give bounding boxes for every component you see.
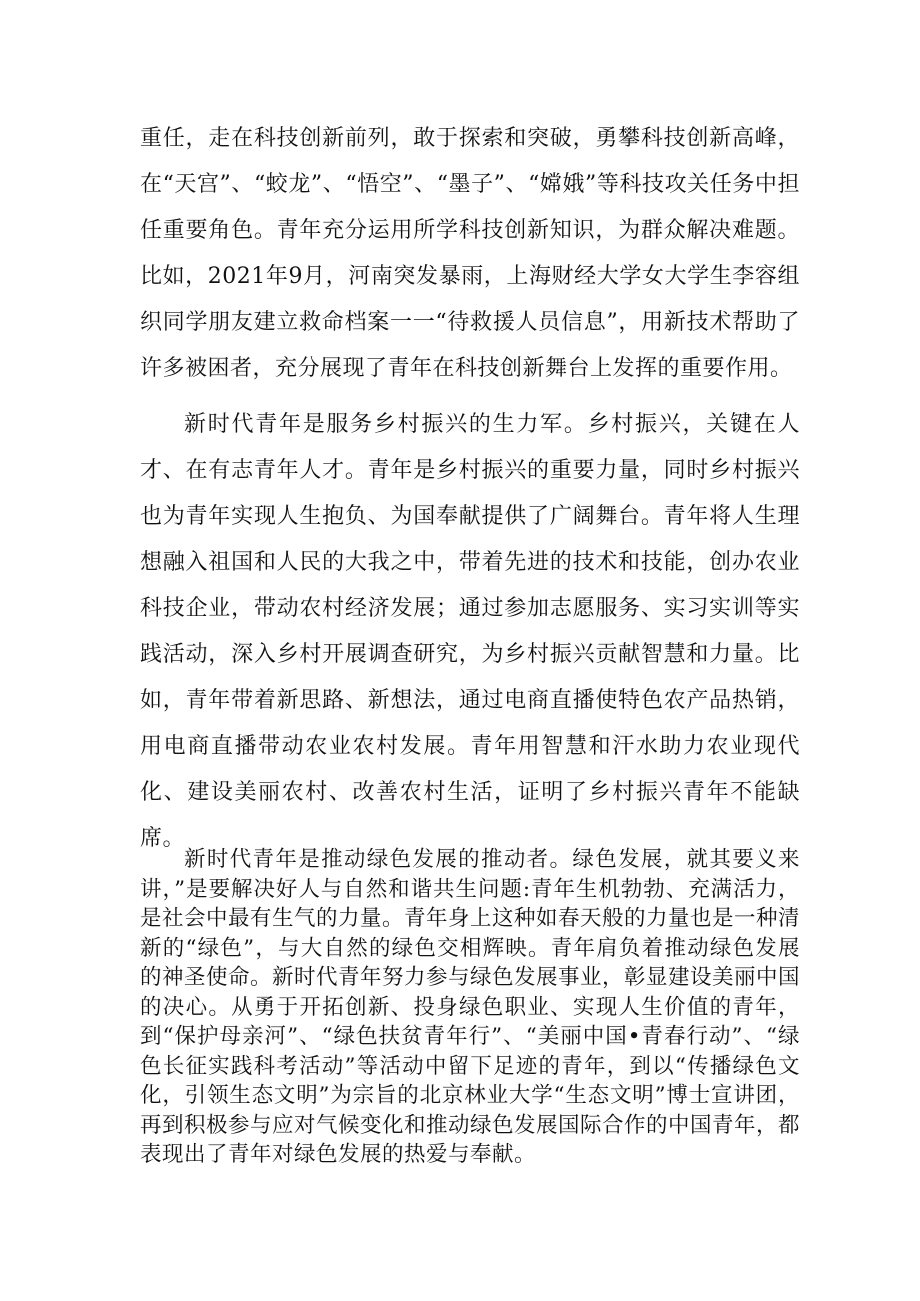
paragraph-tech-innovation: 重任，走在科技创新前列，敢于探索和突破，勇攀科技创新高峰，在“天宫”、“蛟龙”、“悟空”、“墨子”、“嫦娥”等科技攻关任务中担任重要角色。青年充分运用所学科技创新知识，为群众解决难题。比如，2021年9月，河南突发暴雨，上海财经大学女大学生李容组织同学朋友建立救命档案一一“待救援人员信息”，用新技术帮助了许多被困者，充分展现了青年在科技创新舞台上发挥的重要作用。 — [140, 126, 800, 381]
paragraph-rural-revitalization: 新时代青年是服务乡村振兴的生力军。乡村振兴，关键在人才、在有志青年人才。青年是乡村振兴的重要力量，同时乡村振兴也为青年实现人生抱负、为国奉献提供了广阔舞台。青年将人生理想融入祖国和人民的大我之中，带着先进的技术和技能，创办农业科技企业，带动农村经济发展；通过参加志愿服务、实习实训等实践活动，深入乡村开展调查研究，为乡村振兴贡献智慧和力量。比如，青年带着新思路、新想法，通过电商直播使特色农产品热销，用电商直播带动农业农村发展。青年用智慧和汗水助力农业现代化、建设美丽农村、改善农村生活，证明了乡村振兴青年不能缺席。 — [140, 412, 800, 851]
paragraph-green-development: 新时代青年是推动绿色发展的推动者。绿色发展，就其要义来讲，”是要解决好人与自然和谐共生问题:青年生机勃勃、充满活力，是社会中最有生气的力量。青年身上这种如春天般的力量也是一种清新的“绿色”，与大自然的绿色交相辉映。青年肩负着推动绿色发展的神圣使命。新时代青年努力参与绿色发展事业，彰显建设美丽中国的决心。从勇于开拓创新、投身绿色职业、实现人生价值的青年，到“保护母亲河”、“绿色扶贫青年行”、“美丽中国•青春行动”、“绿色长征实践科考活动”等活动中留下足迹的青年，到以“传播绿色文化，引领生态文明”为宗旨的北京林业大学“生态文明”博士宣讲团，再到积极参与应对气候变化和推动绿色发展国际合作的中国青年，都表现出了青年对绿色发展的热爱与奉献。 — [140, 847, 801, 1167]
